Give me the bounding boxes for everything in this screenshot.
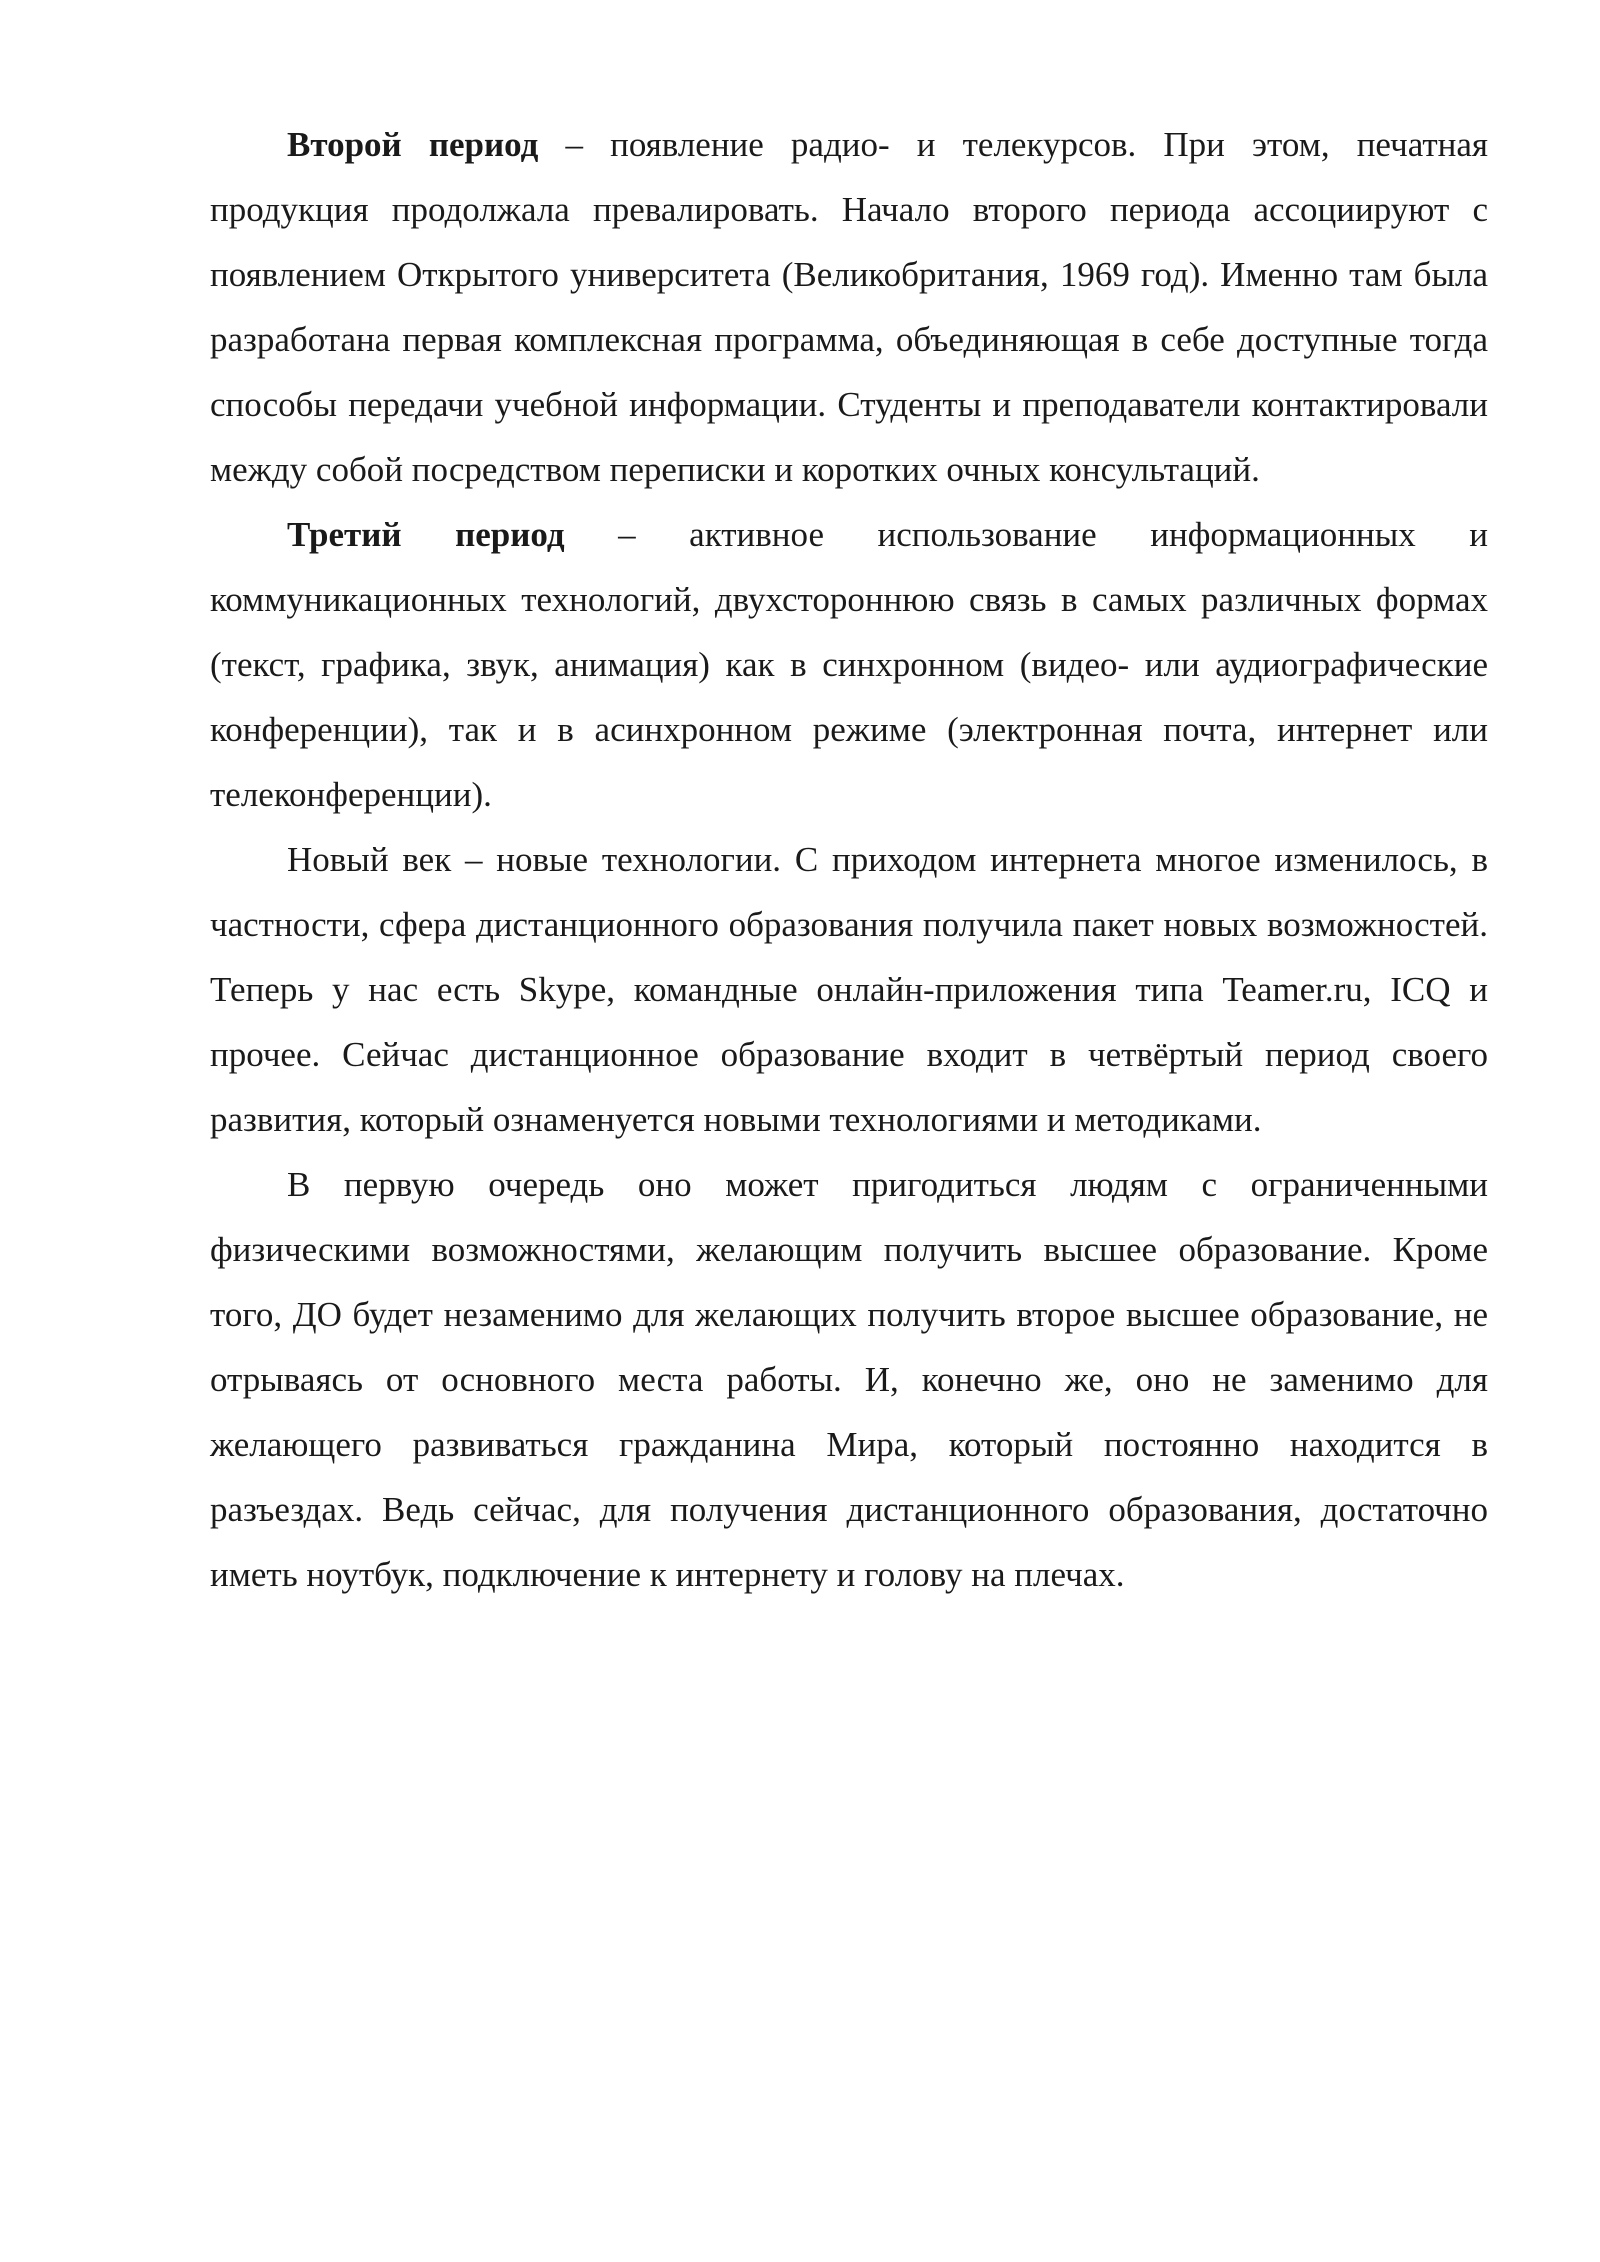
paragraph-third-period <box>210 502 1488 827</box>
paragraph-text-third-period: – активное использование информационных и коммуникационных технологий, двухстороннюю связь в самых различных формах (текст, графика, звук, анимация) как в синхронном (видео- или аудиографические конференции), так и в асинхронном режиме (электронная почта, интернет или телеконференции). <box>210 515 1488 814</box>
paragraph-second-period <box>210 112 1488 502</box>
paragraph-lead-third-period: Третий период <box>287 515 565 554</box>
paragraph-text-first-of-all: В первую очередь оно может пригодиться людям с ограниченными физическими возможностями, желающим получить высшее образование. Кроме того, ДО будет незаменимо для желающих получить второе высшее образование, не отрываясь от основного места работы. И, конечно же, оно не заменимо для желающего развиваться гражданина Мира, который постоянно находится в разъездах. Ведь сейчас, для получения дистанционного образования, достаточно иметь ноутбук, подключение к интернету и голову на плечах. <box>210 1165 1488 1594</box>
paragraph-text-new-century: Новый век – новые технологии. С приходом интернета многое изменилось, в частности, сфера дистанционного образования получила пакет новых возможностей. Теперь у нас есть Skype, командные онлайн-приложения типа Teamer.ru, ICQ и прочее. Сейчас дистанционное образование входит в четвёртый период своего развития, который ознаменуется новыми технологиями и методиками. <box>210 840 1488 1139</box>
paragraph-first-of-all <box>210 1152 1488 1607</box>
document-body <box>210 112 1488 1607</box>
paragraph-lead-second-period: Второй период <box>287 125 539 164</box>
paragraph-new-century <box>210 827 1488 1152</box>
paragraph-text-second-period: – появление радио- и телекурсов. При этом, печатная продукция продолжала превалировать. Начало второго периода ассоциируют с появлением Открытого университета (Великобритания, 1969 год). Именно там была разработана первая комплексная программа, объединяющая в себе доступные тогда способы передачи учебной информации. Студенты и преподаватели контактировали между собой посредством переписки и коротких очных консультаций. <box>210 125 1488 489</box>
